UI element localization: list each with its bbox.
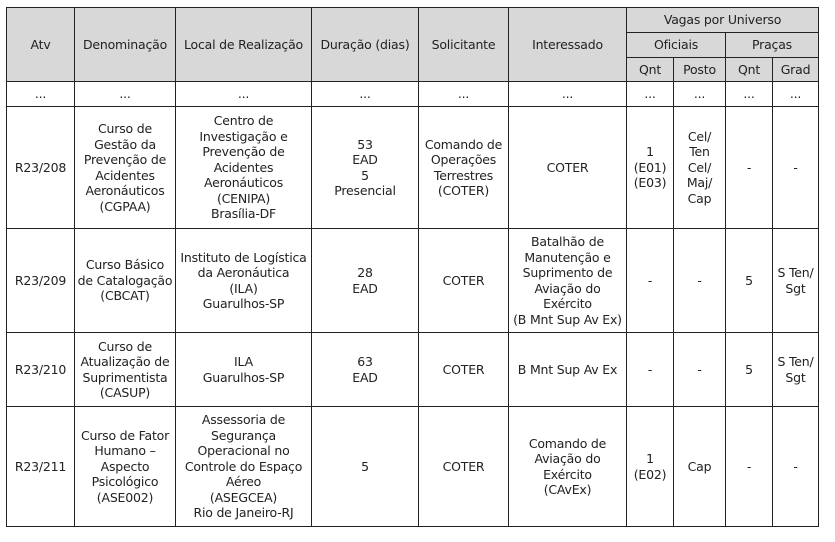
cell-denominacao: Curso de Atualização de Suprimentista (CASUP) — [75, 333, 176, 407]
cell-duracao: 28 EAD — [312, 229, 419, 333]
cell-solicitante: COTER — [419, 229, 509, 333]
table-row — [7, 407, 819, 527]
header-oficiais-qnt: Qnt — [627, 58, 674, 82]
cell-local: ILA Guarulhos-SP — [176, 333, 312, 407]
cell-posto: Cel/ Ten Cel/ Maj/ Cap — [674, 107, 726, 229]
ellipsis-cell: ... — [773, 82, 819, 107]
cell-oficiais-qnt: - — [627, 229, 674, 333]
header-denominacao: Denominação — [75, 8, 176, 82]
cell-interessado: Batalhão de Manutenção e Suprimento de Aviação do Exército (B Mnt Sup Av Ex) — [509, 229, 627, 333]
ellipsis-cell: ... — [7, 82, 75, 107]
cell-grad: - — [773, 407, 819, 527]
ellipsis-cell: ... — [674, 82, 726, 107]
header-atv: Atv — [7, 8, 75, 82]
table-row — [7, 333, 819, 407]
ellipsis-row — [7, 82, 819, 107]
cell-atv: R23/208 — [7, 107, 75, 229]
cell-local: Assessoria de Segurança Operacional no Controle do Espaço Aéreo (ASEGCEA) Rio de Janeiro-RJ — [176, 407, 312, 527]
header-local: Local de Realização — [176, 8, 312, 82]
cell-atv: R23/211 — [7, 407, 75, 527]
ellipsis-cell: ... — [312, 82, 419, 107]
cell-grad: S Ten/ Sgt — [773, 333, 819, 407]
cell-pracas-qnt: - — [726, 407, 773, 527]
ellipsis-cell: ... — [726, 82, 773, 107]
ellipsis-cell: ... — [75, 82, 176, 107]
ellipsis-cell: ... — [419, 82, 509, 107]
header-duracao: Duração (dias) — [312, 8, 419, 82]
cell-solicitante: COTER — [419, 333, 509, 407]
cell-atv: R23/209 — [7, 229, 75, 333]
cell-pracas-qnt: 5 — [726, 229, 773, 333]
cell-duracao: 63 EAD — [312, 333, 419, 407]
cell-denominacao: Curso de Gestão da Prevenção de Acidentes Aeronáuticos (CGPAA) — [75, 107, 176, 229]
header-grad: Grad — [773, 58, 819, 82]
cell-solicitante: Comando de Operações Terrestres (COTER) — [419, 107, 509, 229]
cell-atv: R23/210 — [7, 333, 75, 407]
cell-grad: S Ten/ Sgt — [773, 229, 819, 333]
table-row — [7, 229, 819, 333]
header-pracas: Praças — [726, 33, 819, 58]
header-pracas-qnt: Qnt — [726, 58, 773, 82]
cell-oficiais-qnt: - — [627, 333, 674, 407]
cell-denominacao: Curso Básico de Catalogação (CBCAT) — [75, 229, 176, 333]
cell-denominacao: Curso de Fator Humano – Aspecto Psicológico (ASE002) — [75, 407, 176, 527]
cell-local: Instituto de Logística da Aeronáutica (ILA) Guarulhos-SP — [176, 229, 312, 333]
cell-duracao: 5 — [312, 407, 419, 527]
cell-interessado: COTER — [509, 107, 627, 229]
header-posto: Posto — [674, 58, 726, 82]
cell-pracas-qnt: - — [726, 107, 773, 229]
cell-interessado: B Mnt Sup Av Ex — [509, 333, 627, 407]
cell-solicitante: COTER — [419, 407, 509, 527]
cell-pracas-qnt: 5 — [726, 333, 773, 407]
header-vagas: Vagas por Universo — [627, 8, 819, 33]
cell-local: Centro de Investigação e Prevenção de Acidentes Aeronáuticos (CENIPA) Brasília-DF — [176, 107, 312, 229]
cell-duracao: 53 EAD 5 Presencial — [312, 107, 419, 229]
cell-oficiais-qnt: 1 (E01) (E03) — [627, 107, 674, 229]
ellipsis-cell: ... — [627, 82, 674, 107]
cell-posto: - — [674, 229, 726, 333]
ellipsis-cell: ... — [176, 82, 312, 107]
courses-table — [6, 7, 819, 527]
cell-interessado: Comando de Aviação do Exército (CAvEx) — [509, 407, 627, 527]
cell-grad: - — [773, 107, 819, 229]
cell-posto: Cap — [674, 407, 726, 527]
header-oficiais: Oficiais — [627, 33, 726, 58]
header-solicitante: Solicitante — [419, 8, 509, 82]
header-interessado: Interessado — [509, 8, 627, 82]
table-row — [7, 107, 819, 229]
cell-oficiais-qnt: 1 (E02) — [627, 407, 674, 527]
cell-posto: - — [674, 333, 726, 407]
ellipsis-cell: ... — [509, 82, 627, 107]
